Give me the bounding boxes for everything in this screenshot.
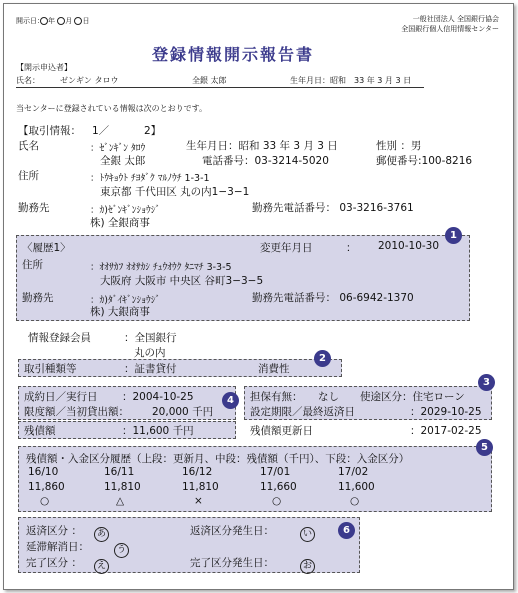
ph-month-3: 17/01 xyxy=(260,466,291,478)
applicant-name-kanji: 全銀 太郎 xyxy=(192,76,227,85)
history-employer-kanji: 株) 大銀商事 xyxy=(90,306,150,318)
ph-mark-3: ○ xyxy=(272,495,282,507)
tx-address-kanji: 東京都 千代田区 丸の内1−3−1 xyxy=(100,186,250,198)
tx-address-label: 住所 xyxy=(18,170,39,182)
repay-status-mark: あ xyxy=(94,521,109,542)
transaction-header: 【取引情報： xyxy=(18,125,81,137)
tx-employer-phone: 勤務先電話番号： 03-3216-3761 xyxy=(252,202,414,214)
limit-label: 限度額／当初貸出額： xyxy=(24,406,129,418)
limit-value: 20,000 千円 xyxy=(152,406,214,418)
ph-month-2: 16/12 xyxy=(182,466,213,478)
contract-badge-4: 4 xyxy=(222,392,239,409)
payment-history-header: 残債額・入金区分履歴（上段：更新月、中段：残債額（千円）、下段：入金区分） xyxy=(26,453,410,465)
ph-month-0: 16/10 xyxy=(28,466,59,478)
ph-amount-0: 11,860 xyxy=(28,481,65,493)
complete-label: 完了区分 ： xyxy=(26,557,82,569)
ph-amount-4: 11,600 xyxy=(338,481,375,493)
tx-birth: 生年月日：昭和 33 年 3 月 3 日 xyxy=(186,140,338,152)
payment-history-badge: 5 xyxy=(476,439,493,456)
delay-mark: う xyxy=(114,537,129,558)
history-employer-label: 勤務先 xyxy=(22,292,54,304)
repay-status-date-mark: い xyxy=(300,521,315,542)
contract-date-value: ：2004-10-25 xyxy=(122,391,194,403)
repay-status-label: 返済区分 ： xyxy=(26,525,82,537)
tx-name-kanji: 全銀 太郎 xyxy=(100,155,146,167)
blank-year-circle xyxy=(40,17,48,25)
history-label: 〈履歴1〉 xyxy=(22,242,71,254)
applicant-name-kana: ゼンギン タロウ xyxy=(60,76,119,85)
ph-amount-3: 11,660 xyxy=(260,481,297,493)
balance-label: 残債額 xyxy=(24,425,56,437)
deadline-value: ：2029-10-25 xyxy=(410,406,482,418)
member-value-2: 丸の内 xyxy=(134,347,166,359)
usage-label: 使途区分：住宅ローン xyxy=(360,391,465,403)
ph-amount-1: 11,810 xyxy=(104,481,141,493)
history-address-kana: ：ｵｵｻｶﾌ ｵｵｻｶｼ ﾁｭｳｵｳｸ ﾀﾆﾏﾁ 3-3-5 xyxy=(90,262,232,273)
page-title: 登録情報開示報告書 xyxy=(152,45,315,64)
history-employer-phone: 勤務先電話番号： 06-6942-1370 xyxy=(252,292,414,304)
disclosure-date-label: 開示日： xyxy=(16,17,44,25)
type-badge: 2 xyxy=(314,350,331,367)
report-page xyxy=(3,3,514,590)
org-line-1: 一般社団法人 全国銀行協会 xyxy=(412,15,499,23)
deadline-label: 設定期限／最終返済日 xyxy=(250,406,355,418)
ph-mark-4: ○ xyxy=(350,495,360,507)
complete-date-mark: お xyxy=(300,553,315,574)
ph-mark-0: ○ xyxy=(40,495,50,507)
tx-address-kana: ：ﾄｳｷｮｳﾄ ﾁﾖﾀﾞｸ ﾏﾙﾉｳﾁ 1-3-1 xyxy=(90,173,210,184)
history-changed-value: 2010-10-30 xyxy=(378,240,440,252)
applicant-name-label: 氏名： xyxy=(16,76,40,85)
ph-month-1: 16/11 xyxy=(104,466,135,478)
history-address-label: 住所 xyxy=(22,259,43,271)
applicant-birth-value: 33 年 3 月 3 日 xyxy=(354,76,412,85)
consumer-label: 消費性 xyxy=(258,363,290,375)
tx-employer-label: 勤務先 xyxy=(18,202,50,214)
history-badge: 1 xyxy=(445,227,462,244)
ph-month-4: 17/02 xyxy=(338,466,369,478)
complete-mark: え xyxy=(94,553,109,574)
ph-mark-2: × xyxy=(194,495,203,507)
complete-date-label: 完了区分発生日： xyxy=(190,557,274,569)
disclosure-date-fields: 年 月 日 xyxy=(40,16,89,26)
repayment-badge: 6 xyxy=(338,522,355,539)
applicant-birth-label: 生年月日：昭和 xyxy=(290,76,346,85)
history-employer-kana: ：ｶ)ﾀﾞｲｷﾞﾝｼｮｳｼﾞ xyxy=(90,295,161,306)
tx-employer-kana: ：ｶ)ｾﾞﾝｷﾞﾝｼｮｳｼﾞ xyxy=(90,205,161,216)
tx-name-kana: ：ｾﾞﾝｷﾞﾝ ﾀﾛｳ xyxy=(90,143,146,154)
balance-update-value: ：2017-02-25 xyxy=(410,425,482,437)
balance-value: ：11,600 千円 xyxy=(122,425,194,437)
type-label: 取引種類等 xyxy=(24,363,77,375)
tx-employer-kanji: 株) 全銀商事 xyxy=(90,217,150,229)
transaction-total: 2】 xyxy=(144,125,162,137)
history-changed-colon: ： xyxy=(346,242,357,254)
member-value: ：全国銀行 xyxy=(124,332,177,344)
tx-sex: 性別 ：男 xyxy=(376,140,422,152)
delay-label: 延滞解消日： xyxy=(26,541,89,553)
balance-update-label: 残債額更新日 xyxy=(250,425,313,437)
collateral-value: なし xyxy=(318,391,339,403)
ph-mark-1: △ xyxy=(116,495,125,507)
repay-status-date-label: 返済区分発生日： xyxy=(190,525,274,537)
intro-text: 当センターに登録されている情報は次のとおりです。 xyxy=(16,104,208,113)
contract-date-label: 成約日／実行日 xyxy=(24,391,98,403)
history-address-kanji: 大阪府 大阪市 中央区 谷町3−3−5 xyxy=(100,275,264,287)
transaction-index: 1／ xyxy=(92,125,110,137)
applicant-underline xyxy=(16,87,424,88)
contract-badge-3: 3 xyxy=(478,374,495,391)
tx-postal: 郵便番号:100-8216 xyxy=(376,155,473,167)
org-line-2: 全国銀行個人信用情報センター xyxy=(401,25,499,33)
tx-phone: 電話番号：03-3214-5020 xyxy=(202,155,329,167)
type-value: ：証書貸付 xyxy=(124,363,177,375)
member-label: 情報登録会員 xyxy=(28,332,91,344)
ph-amount-2: 11,810 xyxy=(182,481,219,493)
tx-name-label: 氏名 xyxy=(18,140,39,152)
collateral-label: 担保有無： xyxy=(250,391,303,403)
history-changed-label: 変更年月日 xyxy=(260,242,313,254)
applicant-section-label: 【開示申込者】 xyxy=(16,63,72,72)
